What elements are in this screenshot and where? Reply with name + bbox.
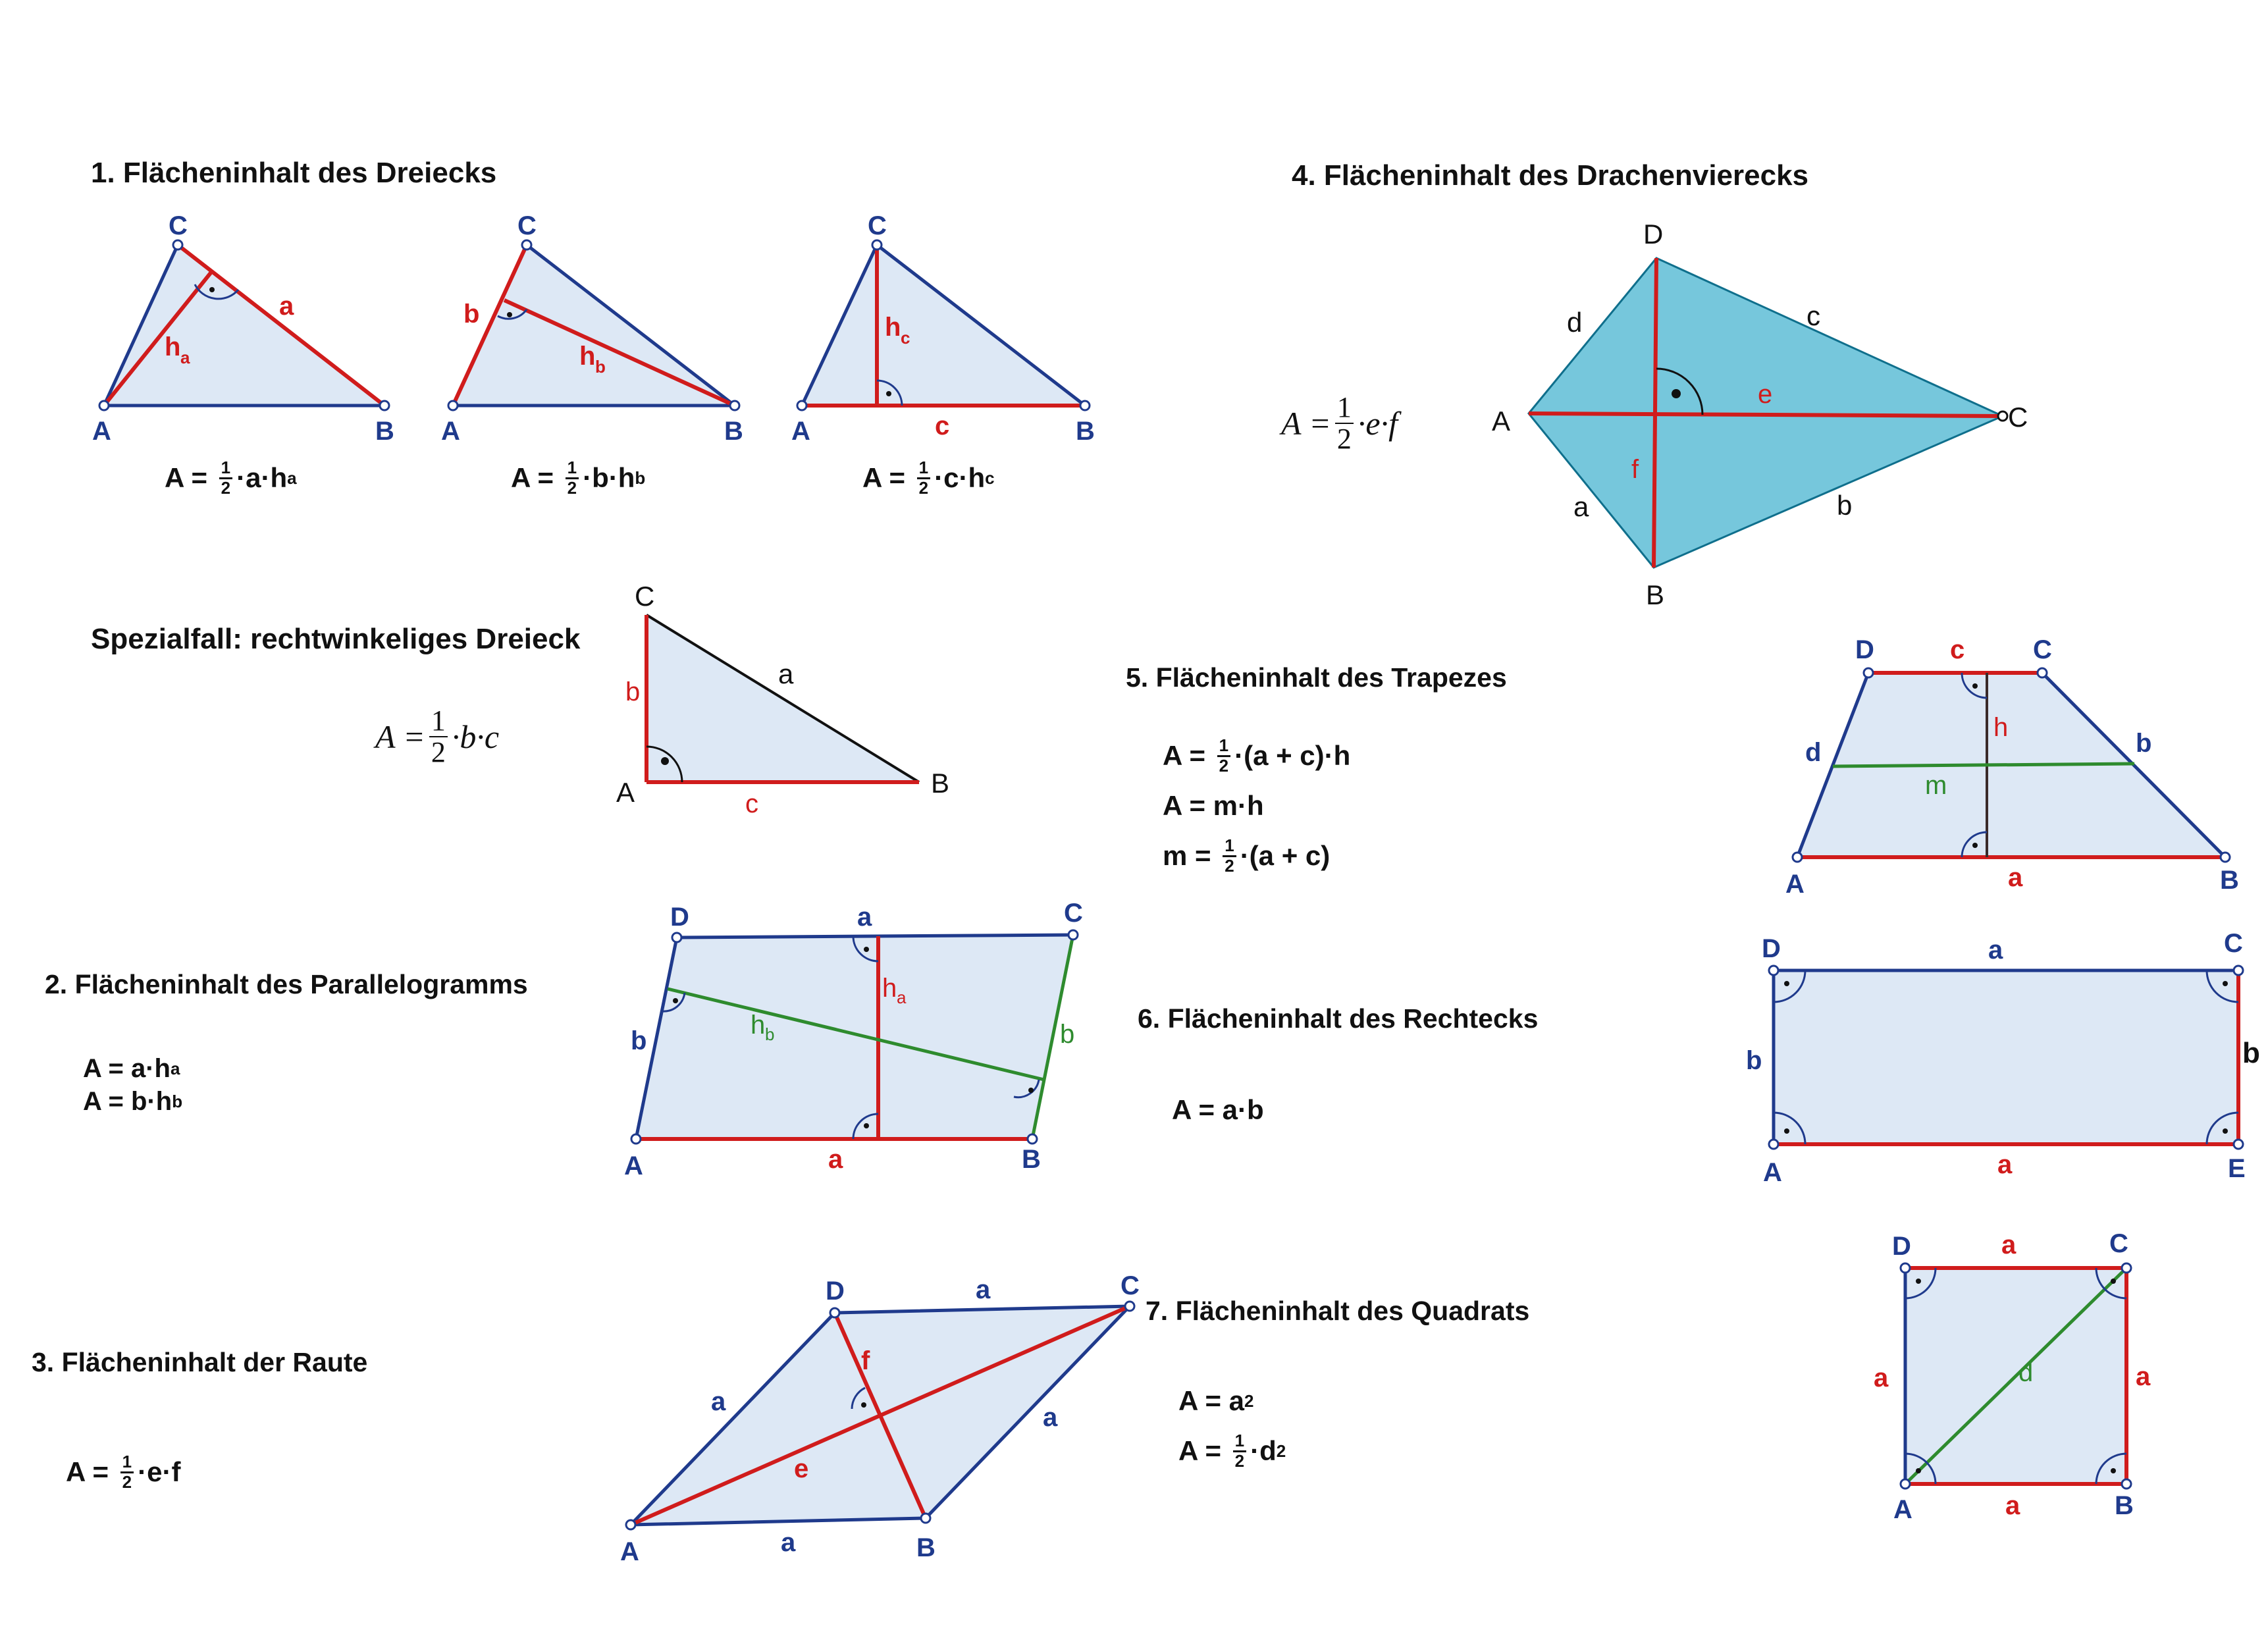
label-C: C <box>2008 402 2028 433</box>
heading-rectangle: 6. Flächeninhalt des Rechtecks <box>1138 1003 1539 1034</box>
label-a-right: a <box>2136 1362 2151 1391</box>
label-C: C <box>2224 929 2243 958</box>
label-C: C <box>2033 635 2052 664</box>
label-B: B <box>931 768 950 799</box>
label-d: d <box>1567 307 1583 338</box>
heading-triangle: 1. Flächeninhalt des Dreiecks <box>91 157 497 189</box>
label-d: d <box>2018 1358 2034 1387</box>
label-b-right: b <box>1060 1020 1075 1049</box>
label-D: D <box>670 903 689 932</box>
label-B-cut: E <box>2228 1154 2246 1183</box>
square-diagram <box>1874 1229 2151 1524</box>
label-A: A <box>441 417 460 446</box>
label-B: B <box>2220 866 2239 895</box>
label-A: A <box>1763 1158 1782 1187</box>
label-B: B <box>375 417 394 446</box>
trapezoid-diagram <box>1785 635 2239 899</box>
label-D: D <box>1892 1232 1911 1261</box>
label-b-right: b <box>2242 1037 2260 1069</box>
kite-diagram <box>1492 219 2028 610</box>
label-h: h <box>882 974 897 1003</box>
label-B: B <box>1076 417 1095 446</box>
label-e: e <box>794 1454 809 1483</box>
label-b: b <box>463 300 480 329</box>
label-b-left: b <box>1746 1046 1762 1075</box>
heading-kite: 4. Flächeninhalt des Drachenvierecks <box>1292 159 1809 192</box>
label-B: B <box>1646 579 1665 610</box>
label-d: d <box>1805 738 1822 767</box>
label-b: b <box>1837 490 1853 521</box>
label-h: h <box>1993 713 2009 742</box>
label-a: a <box>279 292 294 321</box>
label-h: h <box>885 313 901 342</box>
rhombus-diagram <box>620 1271 1140 1566</box>
label-b: b <box>2136 729 2152 758</box>
label-C: C <box>517 211 537 240</box>
kite-formula: A = $\frac{1}{2}$ ·e·f <box>1281 390 1398 455</box>
triangle-diagram-hb <box>441 211 743 446</box>
label-a-top: a <box>857 903 872 932</box>
label-c: c <box>745 789 758 818</box>
heading-right-triangle: Spezialfall: rechtwinkeliges Dreieck <box>91 623 581 655</box>
rectangle-formula: A = a·b <box>1172 1094 1264 1125</box>
label-h-sub: a <box>180 348 190 367</box>
label-A: A <box>791 417 810 446</box>
label-a-bottom: a <box>828 1145 843 1174</box>
heading-square: 7. Flächeninhalt des Quadrats <box>1146 1296 1530 1326</box>
label-b-left: b <box>631 1026 647 1055</box>
parallelogram-diagram <box>624 899 1083 1180</box>
label-hb-sub: b <box>765 1024 775 1044</box>
label-a: a <box>2008 863 2023 892</box>
label-C: C <box>169 211 188 240</box>
label-c: c <box>935 411 950 440</box>
label-a-top: a <box>976 1275 991 1304</box>
label-A: A <box>1785 870 1805 899</box>
rectangle-diagram <box>1746 929 2260 1187</box>
label-f: f <box>861 1346 870 1375</box>
label-B: B <box>2115 1491 2134 1520</box>
label-f: f <box>1631 455 1639 484</box>
label-e: e <box>1758 380 1773 409</box>
label-m: m <box>1925 771 1947 800</box>
label-h-sub: a <box>897 988 907 1007</box>
label-A: A <box>92 417 111 446</box>
label-a: a <box>778 658 794 689</box>
label-a-bottom: a <box>781 1528 796 1557</box>
label-a: a <box>1573 491 1589 522</box>
label-D: D <box>1643 219 1664 250</box>
label-a-top: a <box>1988 936 2003 964</box>
label-h-sub: c <box>901 328 910 348</box>
parallelogram-formula: A = a·h a A = b·h b <box>83 1054 183 1116</box>
label-h-sub: b <box>595 357 606 377</box>
label-c: c <box>1950 635 1965 664</box>
label-C: C <box>868 211 887 240</box>
label-A: A <box>616 777 635 808</box>
label-A: A <box>1893 1495 1912 1524</box>
label-D: D <box>1762 934 1781 963</box>
heading-rhombus: 3. Flächeninhalt der Raute <box>32 1347 368 1377</box>
label-B: B <box>916 1533 936 1562</box>
label-h: h <box>579 342 596 371</box>
heading-trapezoid: 5. Flächeninhalt des Trapezes <box>1126 662 1507 693</box>
label-a-bottom: a <box>1997 1150 2013 1179</box>
label-A: A <box>624 1151 643 1180</box>
label-b: b <box>625 677 641 706</box>
label-h: h <box>165 332 181 361</box>
label-A: A <box>620 1537 639 1566</box>
square-formula: A = a 2 A = $\frac{1}{2}$ ·d 2 <box>1178 1385 1286 1471</box>
heading-parallelogram: 2. Flächeninhalt des Parallelogramms <box>45 969 528 999</box>
triangle-diagram-hc <box>791 211 1095 446</box>
label-B: B <box>724 417 743 446</box>
label-C: C <box>2109 1229 2128 1258</box>
triangle-formula-a: A = $\frac{1}{2}$ ·a·h a <box>165 458 297 498</box>
label-c: c <box>1806 300 1820 331</box>
label-a-left: a <box>711 1387 726 1416</box>
right-triangle-formula: A = $\frac{1}{2}$ ·b·c <box>375 704 500 768</box>
label-a-top: a <box>2001 1230 2017 1259</box>
label-a-right: a <box>1043 1403 1058 1432</box>
right-triangle-diagram <box>616 581 949 818</box>
label-C: C <box>635 581 655 612</box>
label-C: C <box>1064 899 1083 928</box>
label-A: A <box>1492 406 1511 436</box>
triangle-formula-b: A = $\frac{1}{2}$ ·b·h b <box>511 458 646 498</box>
label-hb: h <box>751 1011 766 1040</box>
triangle-formula-c: A = $\frac{1}{2}$ ·c·h c <box>862 458 995 498</box>
rhombus-formula: A = $\frac{1}{2}$ ·e·f <box>66 1452 181 1492</box>
label-D: D <box>826 1277 845 1306</box>
triangle-diagram-ha <box>92 211 394 446</box>
label-C: C <box>1121 1271 1140 1300</box>
label-a-left: a <box>1874 1363 1889 1392</box>
trapezoid-formula: A = $\frac{1}{2}$ ·(a + c)·h A = m·h m = $\frac{1}{2}$ ·(a + c) <box>1163 735 1351 876</box>
label-B: B <box>1022 1145 1041 1174</box>
label-a-bottom: a <box>2005 1491 2020 1520</box>
label-D: D <box>1855 635 1874 664</box>
